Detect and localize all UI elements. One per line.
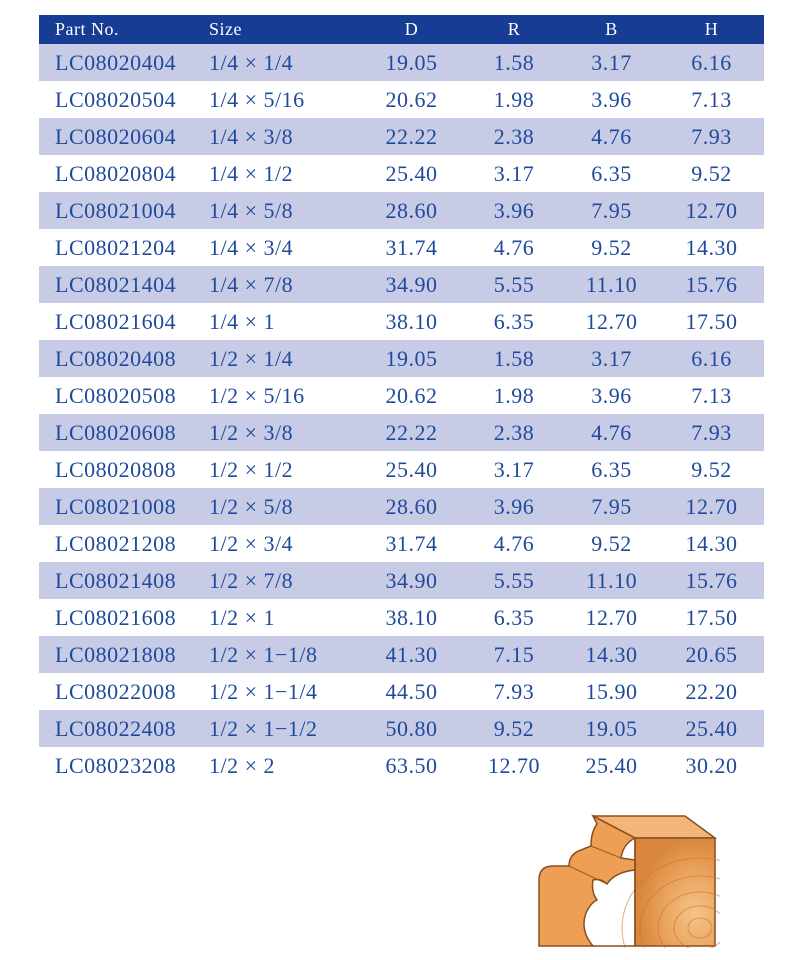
table-row (39, 44, 764, 81)
header-size: Size (209, 19, 242, 39)
cell-b: 6.35 (591, 456, 632, 482)
table-row (39, 525, 764, 562)
cell-part-no: LC08021608 (55, 604, 177, 630)
cell-size: 1/4 × 1/2 (209, 160, 294, 186)
cell-part-no: LC08020404 (55, 49, 177, 75)
table-row (39, 340, 764, 377)
cell-h: 15.76 (685, 271, 738, 297)
cell-d: 63.50 (385, 752, 438, 778)
table-row (39, 414, 764, 451)
cell-size: 1/2 × 7/8 (209, 567, 294, 593)
table-row (39, 636, 764, 673)
cell-r: 7.93 (493, 678, 535, 704)
cell-b: 12.70 (585, 604, 638, 630)
header-r: R (507, 19, 521, 39)
cell-size: 1/2 × 3/8 (209, 419, 294, 445)
cell-size: 1/2 × 5/8 (209, 493, 294, 519)
cell-r: 6.35 (493, 604, 535, 630)
cell-h: 7.13 (691, 86, 732, 112)
table-row (39, 155, 764, 192)
cell-h: 9.52 (691, 160, 732, 186)
table-row (39, 118, 764, 155)
table-row (39, 81, 764, 118)
cell-h: 6.16 (691, 49, 732, 75)
cell-part-no: LC08021204 (55, 234, 177, 260)
cell-r: 3.96 (493, 197, 535, 223)
cell-r: 6.35 (493, 308, 535, 334)
cell-part-no: LC08020408 (55, 345, 177, 371)
table-row (39, 710, 764, 747)
cell-b: 4.76 (591, 123, 632, 149)
cell-size: 1/4 × 3/4 (209, 234, 294, 260)
cell-r: 9.52 (493, 715, 535, 741)
cell-h: 20.65 (685, 641, 738, 667)
cell-d: 34.90 (385, 567, 438, 593)
cell-d: 38.10 (385, 604, 438, 630)
cell-size: 1/2 × 3/4 (209, 530, 294, 556)
cell-b: 12.70 (585, 308, 638, 334)
cell-h: 15.76 (685, 567, 738, 593)
cell-d: 28.60 (385, 493, 438, 519)
cell-d: 20.62 (385, 382, 438, 408)
cell-r: 5.55 (493, 271, 535, 297)
cell-r: 4.76 (493, 530, 535, 556)
cell-h: 6.16 (691, 345, 732, 371)
cell-b: 19.05 (585, 715, 638, 741)
cell-part-no: LC08022008 (55, 678, 177, 704)
cell-h: 7.93 (691, 419, 732, 445)
cell-h: 14.30 (685, 530, 738, 556)
cell-d: 19.05 (385, 49, 438, 75)
cell-r: 1.98 (493, 382, 535, 408)
cell-d: 34.90 (385, 271, 438, 297)
table-row (39, 303, 764, 340)
cell-h: 30.20 (685, 752, 738, 778)
cell-r: 7.15 (493, 641, 535, 667)
cell-r: 3.17 (493, 160, 535, 186)
cell-h: 14.30 (685, 234, 738, 260)
cell-h: 17.50 (685, 308, 738, 334)
table-row (39, 747, 764, 784)
cell-size: 1/2 × 5/16 (209, 382, 305, 408)
cell-size: 1/4 × 1 (209, 308, 276, 334)
cell-size: 1/2 × 2 (209, 752, 276, 778)
table-row (39, 229, 764, 266)
cell-b: 11.10 (585, 567, 638, 593)
cell-d: 25.40 (385, 456, 438, 482)
cell-part-no: LC08021408 (55, 567, 177, 593)
cell-b: 3.17 (591, 345, 632, 371)
cell-r: 5.55 (493, 567, 535, 593)
cell-d: 22.22 (385, 123, 438, 149)
table-row (39, 377, 764, 414)
cell-h: 12.70 (685, 493, 738, 519)
cell-b: 3.17 (591, 49, 632, 75)
cell-b: 6.35 (591, 160, 632, 186)
cell-r: 2.38 (493, 419, 535, 445)
table-row (39, 266, 764, 303)
cell-size: 1/4 × 1/4 (209, 49, 294, 75)
cell-b: 15.90 (585, 678, 638, 704)
cell-h: 12.70 (685, 197, 738, 223)
cell-b: 25.40 (585, 752, 638, 778)
cell-part-no: LC08023208 (55, 752, 177, 778)
cell-b: 11.10 (585, 271, 638, 297)
table-row (39, 488, 764, 525)
cell-part-no: LC08020604 (55, 123, 177, 149)
cell-size: 1/2 × 1−1/8 (209, 641, 318, 667)
table-row (39, 562, 764, 599)
table-row (39, 451, 764, 488)
cell-d: 25.40 (385, 160, 438, 186)
cell-part-no: LC08020608 (55, 419, 177, 445)
cell-b: 9.52 (591, 234, 632, 260)
table-row (39, 192, 764, 229)
cell-d: 41.30 (385, 641, 438, 667)
cell-size: 1/4 × 5/16 (209, 86, 305, 112)
cell-h: 22.20 (685, 678, 738, 704)
cell-d: 50.80 (385, 715, 438, 741)
cell-b: 14.30 (585, 641, 638, 667)
cell-part-no: LC08020804 (55, 160, 177, 186)
cell-size: 1/2 × 1/2 (209, 456, 294, 482)
cell-size: 1/4 × 7/8 (209, 271, 294, 297)
cell-size: 1/2 × 1−1/2 (209, 715, 318, 741)
header-b: B (605, 19, 618, 39)
cell-part-no: LC08022408 (55, 715, 177, 741)
cell-h: 7.13 (691, 382, 732, 408)
cell-size: 1/2 × 1−1/4 (209, 678, 318, 704)
cell-part-no: LC08021208 (55, 530, 177, 556)
cell-h: 17.50 (685, 604, 738, 630)
cell-b: 4.76 (591, 419, 632, 445)
spec-table (39, 15, 764, 784)
cell-d: 28.60 (385, 197, 438, 223)
cell-size: 1/4 × 5/8 (209, 197, 294, 223)
cell-b: 7.95 (591, 493, 632, 519)
cell-size: 1/2 × 1 (209, 604, 276, 630)
cell-r: 4.76 (493, 234, 535, 260)
cell-r: 3.17 (493, 456, 535, 482)
cell-r: 1.58 (493, 49, 535, 75)
cell-size: 1/2 × 1/4 (209, 345, 294, 371)
header-d: D (404, 19, 419, 39)
header-part-no: Part No. (55, 19, 119, 39)
cell-h: 9.52 (691, 456, 732, 482)
cell-part-no: LC08020508 (55, 382, 177, 408)
table-header (39, 15, 764, 44)
cell-b: 7.95 (591, 197, 632, 223)
cell-part-no: LC08021808 (55, 641, 177, 667)
cell-d: 20.62 (385, 86, 438, 112)
cell-r: 1.58 (493, 345, 535, 371)
cell-r: 1.98 (493, 86, 535, 112)
cell-b: 9.52 (591, 530, 632, 556)
cell-b: 3.96 (591, 382, 632, 408)
cell-d: 19.05 (385, 345, 438, 371)
cell-part-no: LC08021008 (55, 493, 177, 519)
cell-d: 22.22 (385, 419, 438, 445)
cell-d: 31.74 (385, 530, 438, 556)
cell-r: 2.38 (493, 123, 535, 149)
cell-part-no: LC08020504 (55, 86, 177, 112)
cell-h: 7.93 (691, 123, 732, 149)
cell-d: 31.74 (385, 234, 438, 260)
cell-d: 44.50 (385, 678, 438, 704)
wood-profile-illustration (535, 808, 720, 948)
cell-b: 3.96 (591, 86, 632, 112)
cell-size: 1/4 × 3/8 (209, 123, 294, 149)
cell-r: 3.96 (493, 493, 535, 519)
table-row (39, 599, 764, 636)
cell-part-no: LC08021604 (55, 308, 177, 334)
cell-h: 25.40 (685, 715, 738, 741)
cell-part-no: LC08021004 (55, 197, 177, 223)
cell-part-no: LC08020808 (55, 456, 177, 482)
table-row (39, 673, 764, 710)
cell-d: 38.10 (385, 308, 438, 334)
cell-part-no: LC08021404 (55, 271, 177, 297)
table-body (39, 44, 764, 784)
cell-r: 12.70 (488, 752, 540, 778)
header-h: H (704, 19, 719, 39)
